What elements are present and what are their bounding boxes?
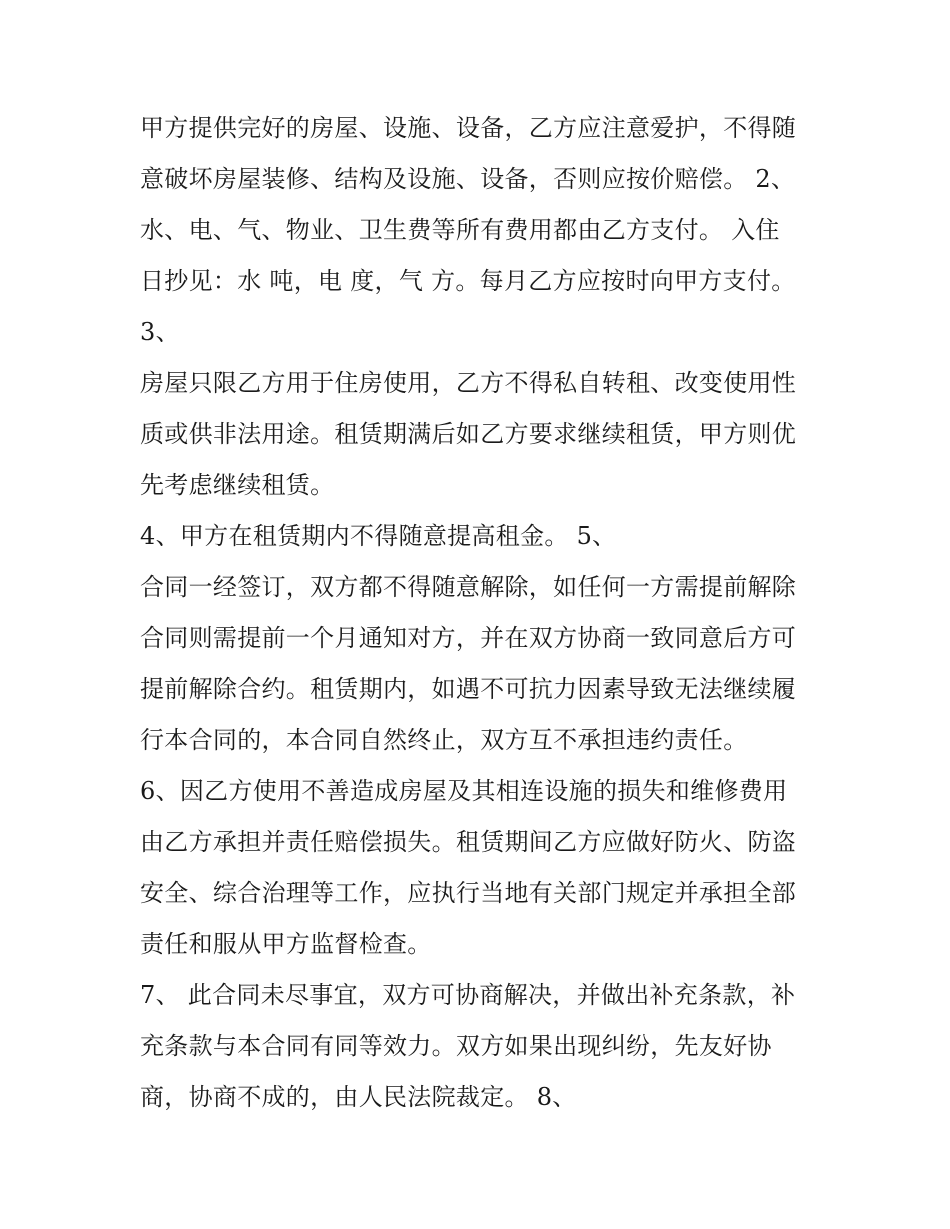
- text-line: 质或供非法用途。租赁期满后如乙方要求继续租赁，甲方则优: [140, 420, 797, 448]
- text-line: 6、因乙方使用不善造成房屋及其相连设施的损失和维修费用: [140, 777, 788, 805]
- text-line: 先考虑继续租赁。: [140, 471, 335, 499]
- text-line: 提前解除合约。租赁期内，如遇不可抗力因素导致无法继续履: [140, 675, 797, 703]
- text-line: 责任和服从甲方监督检查。: [140, 930, 432, 958]
- text-line: 日抄见：水 吨，电 度，气 方。每月乙方应按时向甲方支付。: [140, 267, 796, 295]
- text-line: 充条款与本合同有同等效力。双方如果出现纠纷，先友好协: [140, 1032, 772, 1060]
- text-line: 4、甲方在租赁期内不得随意提高租金。 5、: [140, 522, 617, 550]
- text-line: 由乙方承担并责任赔偿损失。租赁期间乙方应做好防火、防盗: [140, 828, 797, 856]
- text-line: 房屋只限乙方用于住房使用，乙方不得私自转租、改变使用性: [140, 369, 797, 397]
- text-line: 甲方提供完好的房屋、设施、设备，乙方应注意爱护，不得随: [140, 114, 797, 142]
- contract-body: [140, 103, 820, 1123]
- text-line: 合同则需提前一个月通知对方，并在双方协商一致同意后方可: [140, 624, 797, 652]
- text-line: 7、 此合同未尽事宜，双方可协商解决，并做出补充条款，补: [140, 981, 796, 1009]
- text-line: 商，协商不成的，由人民法院裁定。 8、: [140, 1083, 577, 1111]
- text-line: 3、: [140, 318, 180, 346]
- text-line: 安全、综合治理等工作，应执行当地有关部门规定并承担全部: [140, 879, 797, 907]
- text-line: 意破坏房屋装修、结构及设施、设备，否则应按价赔偿。 2、: [140, 165, 796, 193]
- text-line: 合同一经签订，双方都不得随意解除，如任何一方需提前解除: [140, 573, 797, 601]
- text-line: 水、电、气、物业、卫生费等所有费用都由乙方支付。 入住: [140, 216, 780, 244]
- text-line: 行本合同的，本合同自然终止，双方互不承担违约责任。: [140, 726, 748, 754]
